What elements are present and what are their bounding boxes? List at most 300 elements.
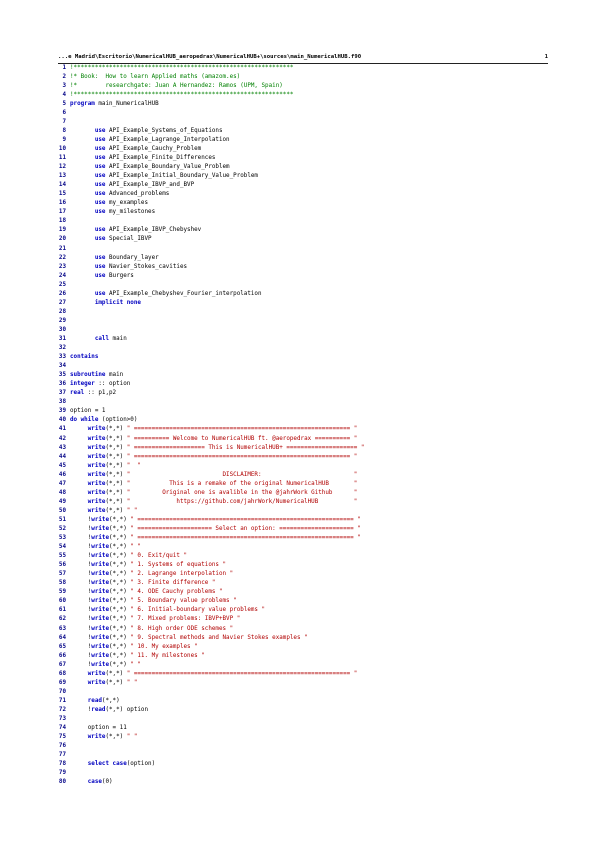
code-keyword: write — [91, 625, 110, 632]
code-keyword: write — [87, 679, 106, 686]
code-keyword: use — [94, 136, 106, 143]
code-line — [52, 561, 552, 570]
code-line — [52, 398, 552, 407]
code-text — [70, 779, 88, 785]
code-string: " " — [126, 734, 138, 741]
code-line — [52, 380, 552, 389]
code-text: (*,*) — [105, 444, 127, 451]
code-line — [52, 308, 552, 317]
code-text: main — [105, 372, 124, 379]
code-line — [52, 208, 552, 217]
code-line — [52, 462, 552, 471]
line-number: 62 — [58, 616, 66, 623]
code-keyword: write — [91, 544, 110, 551]
code-line — [52, 235, 552, 244]
code-text — [70, 680, 88, 686]
code-string: " ============================================================= " — [130, 516, 361, 523]
code-string: " " — [126, 507, 138, 514]
code-keyword: use — [94, 272, 106, 279]
line-number: 8 — [62, 127, 66, 134]
code-text: (*,*) — [105, 453, 127, 460]
code-text — [70, 508, 88, 514]
code-text: (*,*) — [105, 498, 127, 505]
code-line — [52, 118, 552, 127]
code-keyword: call — [94, 336, 110, 342]
code-string: " 1. Systems of equations " — [130, 562, 227, 569]
code-line — [52, 245, 552, 254]
code-keyword: write — [87, 498, 106, 505]
code-line — [52, 172, 552, 181]
code-text — [70, 300, 95, 306]
code-comment: !* researchgate: Juan A Hernandez: Ramos (UPM, Spain) — [70, 82, 283, 89]
code-text — [70, 436, 88, 442]
code-text: ! — [70, 525, 92, 532]
line-number: 60 — [58, 598, 66, 605]
code-line — [52, 226, 552, 235]
code-keyword: write — [87, 462, 106, 469]
code-text — [70, 445, 88, 451]
line-number: 76 — [58, 743, 66, 750]
line-number: 20 — [58, 236, 66, 243]
code-keyword: use — [94, 236, 106, 243]
code-text: (*,*) — [109, 625, 131, 632]
code-keyword: use — [94, 227, 106, 234]
code-keyword: use — [94, 200, 106, 207]
code-keyword: use — [94, 155, 106, 162]
code-text: my_milestones — [105, 209, 156, 216]
line-number: 41 — [58, 426, 66, 433]
code-keyword: write — [87, 507, 106, 514]
code-keyword: write — [87, 489, 106, 496]
line-number: 14 — [58, 182, 66, 189]
code-text: (*,*) — [109, 643, 131, 650]
code-line — [52, 389, 552, 398]
code-text: (*,*) — [109, 598, 131, 605]
code-string: " ==================== This is NumericalHUB+ ==================== " — [126, 444, 365, 451]
line-number: 43 — [58, 444, 66, 451]
code-keyword: write — [91, 580, 110, 587]
code-string: " DISCLAIMER: " — [126, 471, 358, 478]
line-number: 78 — [58, 761, 66, 768]
code-text: ! — [70, 652, 92, 659]
code-line — [52, 670, 552, 679]
code-string: " " — [126, 462, 141, 469]
line-number: 2 — [62, 73, 66, 80]
code-comment: !* Book: How to learn Applied maths (amazom.es) — [70, 73, 241, 80]
line-number: 38 — [58, 399, 66, 406]
line-number: 55 — [58, 553, 66, 560]
line-number: 63 — [58, 625, 66, 632]
code-line — [52, 281, 552, 290]
code-line — [52, 435, 552, 444]
code-text: ! — [70, 589, 92, 596]
line-number: 69 — [58, 679, 66, 686]
code-string: " 2. Lagrange interpolation " — [130, 571, 234, 578]
code-text: (0) — [101, 779, 113, 786]
line-number: 4 — [62, 91, 66, 98]
line-number: 1 — [62, 64, 66, 71]
code-string: " 11. My milestones " — [130, 652, 205, 659]
code-text — [70, 173, 95, 179]
code-text: API_Example_Boundary_Value_Problem — [105, 164, 230, 171]
code-string: " ============================================================= " — [126, 426, 358, 433]
code-keyword: implicit none — [94, 299, 141, 306]
line-number: 80 — [58, 779, 66, 786]
code-keyword: write — [87, 426, 106, 433]
line-number: 16 — [58, 200, 66, 207]
line-number: 7 — [62, 118, 66, 125]
code-text: main_NumericalHUB — [94, 100, 159, 107]
code-text: (*,*) — [105, 734, 127, 741]
code-string: " https://github.com/jahrWork/NumericalHUB " — [126, 498, 358, 505]
line-number: 56 — [58, 562, 66, 569]
code-text: (*,*) — [109, 535, 131, 542]
code-line — [52, 136, 552, 145]
code-keyword: use — [94, 254, 106, 261]
code-line — [52, 742, 552, 751]
code-comment: !************************************************************** — [70, 91, 294, 98]
line-number: 31 — [58, 336, 66, 342]
line-number: 79 — [58, 770, 66, 777]
code-keyword: use — [94, 146, 106, 153]
code-text: (*,*) — [109, 544, 131, 551]
line-number: 51 — [58, 516, 66, 523]
line-number: 17 — [58, 209, 66, 216]
code-text: (*,*) — [109, 661, 131, 668]
line-number: 27 — [58, 299, 66, 306]
code-keyword: write — [87, 435, 106, 442]
code-line — [52, 471, 552, 480]
line-number: 67 — [58, 661, 66, 668]
code-text — [70, 463, 88, 469]
code-text: (*,*) — [105, 426, 127, 433]
code-line — [52, 453, 552, 462]
code-line — [52, 362, 552, 371]
code-line — [52, 145, 552, 154]
code-text: (*,*) — [109, 562, 131, 569]
code-line — [52, 543, 552, 552]
line-number: 15 — [58, 191, 66, 198]
code-text: API_Example_IBVP_Chebyshev — [105, 227, 202, 234]
code-text: API_Example_Cauchy_Problem — [105, 146, 202, 153]
code-keyword: write — [91, 634, 110, 641]
code-line — [52, 299, 552, 308]
code-string: " ===================== Select an option: ===================== " — [130, 525, 361, 532]
code-text: API_Example_IBVP_and_BVP — [105, 182, 195, 189]
line-number: 30 — [58, 326, 66, 333]
line-number: 42 — [58, 435, 66, 442]
code-text — [70, 671, 88, 677]
code-text: (*,*) — [109, 571, 131, 578]
code-string: " 6. Initial-boundary value problems " — [130, 607, 266, 614]
code-text: ! — [70, 706, 92, 713]
code-text — [70, 454, 88, 460]
code-text: :: p1,p2 — [84, 390, 117, 397]
code-keyword: use — [94, 263, 106, 270]
line-number: 54 — [58, 544, 66, 551]
code-text: ! — [70, 516, 92, 523]
code-text — [70, 761, 88, 767]
code-text: :: option — [94, 381, 131, 388]
code-string: " ============================================================= " — [130, 535, 361, 542]
code-text — [70, 146, 95, 152]
code-line — [52, 444, 552, 453]
code-listing — [52, 64, 552, 788]
line-number: 65 — [58, 643, 66, 650]
code-keyword: write — [87, 670, 106, 677]
code-line — [52, 507, 552, 516]
code-keyword: write — [91, 607, 110, 614]
code-keyword: integer — [70, 381, 95, 388]
code-text — [70, 227, 95, 233]
code-line — [52, 661, 552, 670]
code-text: my_examples — [105, 200, 149, 207]
code-text: Special_IBVP — [105, 236, 152, 243]
code-line — [52, 733, 552, 742]
line-number: 75 — [58, 734, 66, 741]
line-number: 33 — [58, 354, 66, 361]
line-number: 24 — [58, 272, 66, 279]
code-text: Burgers — [105, 272, 134, 279]
line-number: 53 — [58, 535, 66, 542]
line-number: 58 — [58, 580, 66, 587]
code-line — [52, 525, 552, 534]
code-keyword: select case — [87, 761, 127, 768]
code-text: (*,*) — [105, 507, 127, 514]
code-keyword: use — [94, 182, 106, 189]
code-keyword: write — [91, 661, 110, 668]
line-number: 37 — [58, 390, 66, 397]
line-number: 46 — [58, 471, 66, 478]
code-text: ! — [70, 535, 92, 542]
code-text: (*,*) — [105, 462, 127, 469]
code-text: main — [109, 336, 127, 342]
code-text: (*,*) — [105, 471, 127, 478]
code-keyword: use — [94, 209, 106, 216]
code-text: (*,*) — [109, 634, 131, 641]
code-line — [52, 697, 552, 706]
page-number: 1 — [544, 54, 548, 60]
code-text: (*,*) — [105, 489, 127, 496]
code-keyword: write — [87, 444, 106, 451]
code-text — [70, 264, 95, 270]
line-number: 18 — [58, 218, 66, 225]
line-number: 50 — [58, 507, 66, 514]
line-number: 72 — [58, 706, 66, 713]
line-number: 13 — [58, 173, 66, 180]
code-line — [52, 263, 552, 272]
code-text: (*,*) — [105, 435, 127, 442]
code-text: API_Example_Lagrange_Interpolation — [105, 136, 230, 143]
code-keyword: write — [91, 598, 110, 605]
code-text: (*,*) — [105, 679, 127, 686]
line-number: 73 — [58, 715, 66, 722]
code-line — [52, 480, 552, 489]
code-line — [52, 290, 552, 299]
code-line — [52, 335, 552, 344]
code-text — [70, 137, 95, 143]
line-number: 40 — [58, 417, 66, 424]
code-line — [52, 199, 552, 208]
code-text: (*,*) — [105, 480, 127, 487]
line-number: 39 — [58, 408, 66, 415]
code-text — [70, 155, 95, 161]
code-line — [52, 570, 552, 579]
code-text: ! — [70, 598, 92, 605]
code-text: ! — [70, 562, 92, 569]
code-keyword: write — [91, 562, 110, 569]
code-line — [52, 272, 552, 281]
code-string: " 10. My examples " — [130, 643, 198, 650]
code-text: ! — [70, 553, 92, 560]
code-keyword: use — [94, 191, 106, 198]
code-line — [52, 326, 552, 335]
code-line — [52, 73, 552, 82]
code-keyword: program — [70, 100, 95, 107]
code-text: (*,*) option — [105, 706, 149, 713]
code-text — [70, 191, 95, 197]
code-line — [52, 606, 552, 615]
code-text: ! — [70, 571, 92, 578]
code-line — [52, 634, 552, 643]
code-text: API_Example_Initial_Boundary_Value_Problem — [105, 173, 258, 180]
code-keyword: write — [87, 480, 106, 487]
code-line — [52, 353, 552, 362]
line-number: 52 — [58, 525, 66, 532]
code-line — [52, 597, 552, 606]
line-number: 66 — [58, 652, 66, 659]
code-keyword: use — [94, 290, 106, 297]
line-number: 74 — [58, 725, 66, 732]
line-number: 64 — [58, 634, 66, 641]
line-number: 68 — [58, 670, 66, 677]
code-string: " " — [130, 544, 141, 551]
code-text: API_Example_Finite_Differences — [105, 155, 216, 162]
code-text: option = 11 — [70, 725, 127, 732]
code-text: ! — [70, 607, 92, 614]
code-text: ! — [70, 544, 92, 551]
line-number: 23 — [58, 263, 66, 270]
code-text: (*,*) — [109, 607, 131, 614]
code-line — [52, 724, 552, 733]
code-text: option = 1 — [70, 408, 106, 415]
code-keyword: do while — [70, 417, 99, 424]
code-line — [52, 534, 552, 543]
code-text — [70, 698, 88, 704]
code-line — [52, 769, 552, 778]
line-number: 59 — [58, 589, 66, 596]
code-keyword: read — [87, 697, 102, 704]
code-keyword: write — [87, 734, 106, 741]
code-comment: !************************************************************** — [70, 64, 294, 71]
code-string: " 8. High order ODE schemes " — [130, 625, 234, 632]
code-text: API_Example_Chebyshev_Fourier_interpolation — [105, 290, 262, 297]
code-text: (*,*) — [109, 580, 131, 587]
code-keyword: write — [91, 652, 110, 659]
code-line — [52, 552, 552, 561]
code-string: " 5. Boundary value problems " — [130, 598, 237, 605]
code-text: API_Example_Systems_of_Equations — [105, 127, 223, 134]
line-number: 28 — [58, 308, 66, 315]
code-text: (*,*) — [109, 616, 131, 623]
code-keyword: subroutine — [70, 372, 106, 379]
code-text — [70, 182, 95, 188]
code-keyword: use — [94, 173, 106, 180]
code-text — [70, 255, 95, 261]
code-line — [52, 498, 552, 507]
code-text — [70, 481, 88, 487]
code-string: " 4. ODE Cauchy problems " — [130, 589, 223, 596]
code-line — [52, 317, 552, 326]
code-text — [70, 734, 88, 740]
code-line — [52, 127, 552, 136]
code-text — [70, 426, 88, 432]
code-text: Boundary_layer — [105, 254, 159, 261]
code-keyword: write — [91, 553, 110, 560]
line-number: 34 — [58, 363, 66, 370]
code-line — [52, 760, 552, 769]
code-text — [70, 472, 88, 478]
code-text — [70, 336, 95, 342]
code-keyword: use — [94, 127, 106, 134]
code-line — [52, 154, 552, 163]
code-line — [52, 706, 552, 715]
code-string: " This is a remake of the original NumericalHUB " — [126, 480, 358, 487]
line-number: 19 — [58, 227, 66, 234]
code-keyword: read — [91, 706, 106, 713]
code-text: ! — [70, 616, 92, 623]
code-text: (*,*) — [109, 516, 131, 523]
line-number: 21 — [58, 245, 66, 252]
code-line — [52, 217, 552, 226]
code-line — [52, 516, 552, 525]
code-keyword: contains — [70, 354, 99, 361]
code-text — [70, 490, 88, 496]
code-line — [52, 625, 552, 634]
code-string: " 0. Exit/quit " — [130, 553, 188, 560]
code-text — [70, 200, 95, 206]
code-text — [70, 209, 95, 215]
line-number: 25 — [58, 281, 66, 288]
code-line — [52, 254, 552, 263]
code-text: ! — [70, 634, 92, 641]
code-line — [52, 163, 552, 172]
code-line — [52, 652, 552, 661]
line-number: 44 — [58, 453, 66, 460]
code-text — [70, 499, 88, 505]
line-number: 32 — [58, 345, 66, 352]
code-string: " 3. Finite difference " — [130, 580, 216, 587]
file-path: ...e Madrid\Escritorio\NumericalHUB_aeropedrax\NumericalHUB+\sources\main_NumericalHUB.f90 — [58, 54, 362, 60]
code-keyword: write — [91, 535, 110, 542]
code-keyword: case — [87, 779, 102, 786]
code-line — [52, 489, 552, 498]
code-keyword: write — [91, 525, 110, 532]
code-text — [70, 164, 95, 170]
code-text: ! — [70, 625, 92, 632]
code-string: " 7. Mixed problems: IBVP+BVP " — [130, 616, 241, 623]
code-keyword: write — [91, 643, 110, 650]
line-number: 47 — [58, 480, 66, 487]
line-number: 9 — [62, 136, 66, 143]
code-line — [52, 82, 552, 91]
line-number: 10 — [58, 146, 66, 153]
code-line — [52, 425, 552, 434]
code-keyword: write — [91, 516, 110, 523]
code-line — [52, 715, 552, 724]
code-line — [52, 416, 552, 425]
line-number: 3 — [62, 82, 66, 89]
